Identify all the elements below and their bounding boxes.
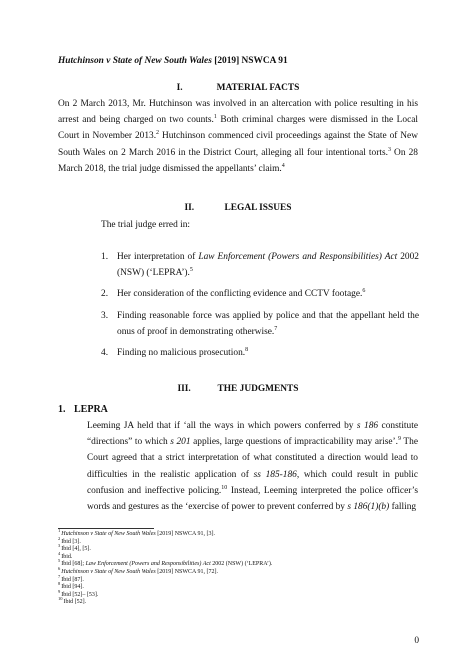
material-facts-paragraph: On 2 March 2013, Mr. Hutchinson was involved in an altercation with police resulting in his arrest and being charged on two counts.$^1$ Both criminal charges were dismissed in the Local Court in November 2013.$^2$ Hutchinson commenced civil proceedings against the State of New South Wales on 2 March 2016 in the District Court, alleging all four intentional torts.$^3$ On 28 March 2018, the trial judge dismissed the appellants’ claim.$^4$ bbox=[58, 99, 418, 174]
footnote: $^2$Ibid [3]. bbox=[58, 535, 81, 545]
footnote-ref[interactable]: 10 bbox=[221, 484, 228, 491]
footnote: $^7$Ibid [87]. bbox=[58, 573, 84, 583]
footnote: $^5$Ibid [68]; Law Enforcement (Powers and Responsibilities) Act 2002 (NSW) (‘LEPRA’). bbox=[58, 558, 273, 568]
footnote-divider bbox=[58, 528, 154, 529]
footnote: $^{10}$Ibid [52]. bbox=[58, 596, 87, 606]
footnote-ref[interactable]: 1 bbox=[213, 114, 217, 121]
footnote-ref[interactable]: 4 bbox=[281, 162, 285, 169]
heading-judgments: III. THE JUDGMENTS bbox=[177, 384, 299, 394]
list-item: 3. Finding reasonable force was applied by police and that the appellant held the onus of proof in demonstrating otherwise.$^7$ bbox=[101, 310, 419, 337]
footnote-ref[interactable]: 8 bbox=[245, 346, 249, 353]
judgments-paragraph: Leeming JA held that if ‘all the ways in which powers conferred by s 186 constitute “directions” to which s 201 applies, large questions of impracticability may arise’.$^9$ The Court agreed that a strict interpretation of what constituted a direction would lead to difficulties in the realistic application of ss 185-186, which could result in public confusion and ineffective policing.$^{10}$ Instead, Leeming interpreted the police officer’s words and gestures as the ‘exercise of power to prevent conferred by s 186(1)(b) falling bbox=[87, 421, 419, 513]
legal-issues-intro: The trial judge erred in: bbox=[101, 220, 191, 230]
heading-material-facts: I. MATERIAL FACTS bbox=[176, 83, 300, 93]
footnotes bbox=[58, 528, 418, 607]
footnote: $^4$Ibid. bbox=[58, 550, 73, 560]
footnote: $^3$Ibid [4], [5]. bbox=[58, 543, 91, 553]
subheading-lepra: 1. LEPRA bbox=[58, 404, 108, 415]
case-title: Hutchinson v State of New South Wales [2019] NSWCA 91 bbox=[58, 56, 288, 66]
page-number: 0 bbox=[414, 636, 419, 646]
footnote-ref[interactable]: 7 bbox=[274, 325, 278, 332]
heading-legal-issues: II. LEGAL ISSUES bbox=[184, 203, 292, 213]
footnote-ref[interactable]: 5 bbox=[189, 267, 193, 274]
footnote-ref[interactable]: 6 bbox=[362, 288, 366, 295]
list-item: 1. Her interpretation of Law Enforcement (Powers and Responsibilities) Act 2002 (NSW) (‘LEPRA’).$^5$ bbox=[101, 252, 419, 279]
footnote: $^9$Ibid [52]– [53]. bbox=[58, 588, 99, 598]
footnote: $^8$Ibid [94]. bbox=[58, 581, 84, 591]
list-item: 4. Finding no malicious prosecution.$^8$ bbox=[101, 346, 249, 359]
footnote: $^6$Hutchinson v State of New South Wales [2019] NSWCA 91, [72]. bbox=[58, 565, 219, 575]
footnote: $^1$Hutchinson v State of New South Wales [2019] NSWCA 91, [3]. bbox=[58, 528, 216, 537]
footnote-ref[interactable]: 2 bbox=[156, 130, 160, 137]
list-item: 2. Her consideration of the conflicting evidence and CCTV footage.$^6$ bbox=[101, 288, 366, 300]
footnote-ref[interactable]: 9 bbox=[398, 436, 401, 443]
legal-issues-list bbox=[101, 249, 419, 366]
footnote-ref[interactable]: 3 bbox=[387, 146, 391, 153]
